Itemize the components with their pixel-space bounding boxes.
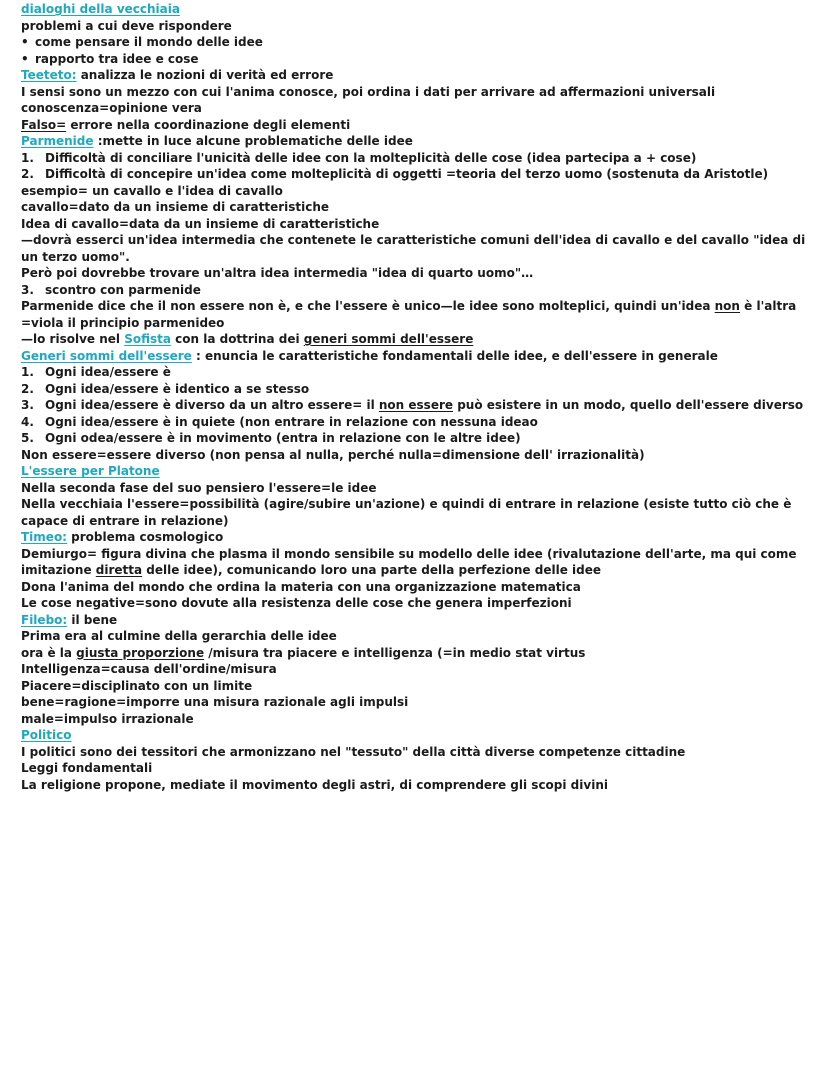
text-line: —dovrà esserci un'idea intermedia che contenete le caratteristiche comuni dell'idea di cavallo e del cavallo "idea di un terzo uomo". [21, 233, 806, 264]
numbered-item [21, 364, 814, 381]
text: problema cosmologico [66, 530, 224, 544]
item-number: 3. [21, 282, 34, 297]
item-text: Ogni idea/essere è [45, 365, 171, 379]
text-line: Non essere=essere diverso (non pensa al nulla, perché nulla=dimensione dell' irrazionalità) [21, 447, 645, 462]
text: analizza le nozioni di verità ed errore [76, 68, 334, 82]
text: /misura tra piacere e intelligenza (=in medio stat virtus [204, 645, 586, 660]
text: : enuncia le caratteristiche fondamentali delle idee, e dell'essere in generale [191, 348, 718, 363]
text: può esistere in un modo, quello dell'essere diverso [453, 398, 804, 412]
falso-label: Falso= [21, 117, 67, 132]
text: con la dottrina dei [170, 332, 304, 346]
item-number: 5. [21, 431, 34, 445]
item-number: 1. [21, 150, 34, 165]
item-text: Difficoltà di conciliare l'unicità delle idee con la molteplicità delle cose (idea partecipa a + cose) [45, 150, 697, 165]
text-line: I sensi sono un mezzo con cui l'anima conosce, poi ordina i dati per arrivare ad affermazioni universali [21, 84, 716, 99]
text-line: Leggi fondamentali [21, 761, 153, 775]
text: delle idee), comunicando loro una parte della perfezione delle idee [142, 563, 601, 577]
text-line: esempio= un cavallo e l'idea di cavallo [21, 183, 283, 198]
item-text [45, 397, 803, 414]
text-line: Nella vecchiaia l'essere=possibilità (agire/subire un'azione) e quindi di entrare in relazione (esiste tutto ciò che è capace di entrare in relazione) [21, 497, 792, 528]
text-line: Le cose negative=sono dovute alla resistenza delle cose che genera imperfezioni [21, 596, 572, 610]
numbered-item [21, 166, 814, 183]
text: —lo risolve nel [21, 332, 125, 346]
text-line: I politici sono dei tessitori che armonizzano nel "tessuto" della città diverse competenze cittadine [21, 744, 686, 759]
numbered-item [21, 430, 814, 447]
text: il bene [67, 612, 118, 627]
filebo-line [21, 612, 814, 629]
section-heading-parmenide: Parmenide [21, 134, 94, 148]
bullet-text: rapporto tra idee e cose [35, 51, 199, 66]
item-number: 3. [21, 398, 34, 412]
numbered-item [21, 150, 814, 167]
text: Parmenide dice che il non essere non è, e che l'essere è unico—le idee sono molteplici, quindi un'idea [21, 299, 715, 313]
text-line: Nella seconda fase del suo pensiero l'essere=le idee [21, 480, 377, 495]
text-line: cavallo=dato da un insieme di caratteristiche [21, 200, 330, 214]
text: ora è la [21, 645, 77, 660]
bullet-icon: • [21, 35, 29, 49]
sofista-link: Sofista [124, 332, 171, 346]
bullet-icon: • [21, 51, 29, 66]
page-title: dialoghi della vecchiaia [21, 2, 180, 16]
text-line: Dona l'anima del mondo che ordina la materia con una organizzazione matematica [21, 579, 581, 594]
generi-line [21, 348, 814, 365]
text-line: Intelligenza=causa dell'ordine/misura [21, 662, 277, 676]
text-line [21, 331, 814, 348]
underlined-text: non essere [378, 398, 454, 412]
text-line: Però poi dovrebbe trovare un'altra idea intermedia "idea di quarto uomo"… [21, 266, 534, 280]
text-line: problemi a cui deve rispondere [21, 18, 232, 33]
item-number: 4. [21, 414, 34, 429]
text-line: Piacere=disciplinato con un limite [21, 678, 253, 693]
text-line: La religione propone, mediate il movimento degli astri, di comprendere gli scopi divini [21, 777, 608, 792]
numbered-item [21, 381, 814, 398]
item-number: 1. [21, 365, 34, 379]
item-text: scontro con parmenide [45, 282, 201, 297]
bullet-item [21, 34, 814, 51]
timeo-line [21, 529, 814, 546]
text-line [21, 546, 814, 579]
text-line: Prima era al culmine della gerarchia delle idee [21, 629, 337, 643]
underlined-text: giusta proporzione [76, 645, 205, 660]
item-text: Ogni odea/essere è in movimento (entra in relazione con le altre idee) [45, 431, 521, 445]
teeteto-line [21, 67, 814, 84]
numbered-item [21, 282, 814, 299]
text: Ogni idea/essere è diverso da un altro essere= il [45, 398, 379, 412]
text: :mette in luce alcune problematiche delle idee [93, 134, 413, 148]
item-number: 2. [21, 381, 34, 396]
text-line: Idea di cavallo=data da un insieme di caratteristiche [21, 216, 380, 231]
text-line: conoscenza=opinione vera [21, 101, 202, 115]
item-number: 2. [21, 167, 34, 181]
section-heading-politico: Politico [21, 728, 72, 742]
text: errore nella coordinazione degli elementi [66, 117, 351, 132]
bullet-text: come pensare il mondo delle idee [35, 35, 263, 49]
section-heading-generi: Generi sommi dell'essere [21, 348, 192, 363]
underlined-text: diretta [95, 563, 143, 577]
text: Demiurgo= figura divina che plasma il mondo sensibile su modello delle idee (rivalutazione dell'arte, ma qui come imitazione [21, 546, 797, 577]
section-heading-teeteto: Teeteto: [21, 68, 77, 82]
bullet-item [21, 51, 814, 68]
underlined-text: generi sommi dell'essere [303, 332, 474, 346]
text-line: male=impulso irrazionale [21, 711, 194, 726]
section-heading-filebo: Filebo: [21, 612, 68, 627]
text-line: bene=ragione=imporre una misura razionale agli impulsi [21, 695, 409, 709]
section-heading-timeo: Timeo: [21, 530, 67, 544]
falso-line [21, 117, 814, 134]
item-text: Ogni idea/essere è in quiete (non entrare in relazione con nessuna ideao [45, 414, 538, 429]
item-text: Difficoltà di concepire un'idea come molteplicità di oggetti =teoria del terzo uomo (sostenuta da Aristotle) [45, 167, 769, 181]
parmenide-line [21, 133, 814, 150]
text: è l'altra =viola il principio parmenideo [21, 299, 797, 330]
numbered-item [21, 414, 814, 431]
text-line [21, 298, 814, 331]
section-heading-essere: L'essere per Platone [21, 464, 160, 478]
item-text: Ogni idea/essere è identico a se stesso [45, 381, 310, 396]
underlined-text: non [714, 299, 740, 313]
text-line [21, 645, 814, 662]
numbered-item [21, 397, 814, 414]
